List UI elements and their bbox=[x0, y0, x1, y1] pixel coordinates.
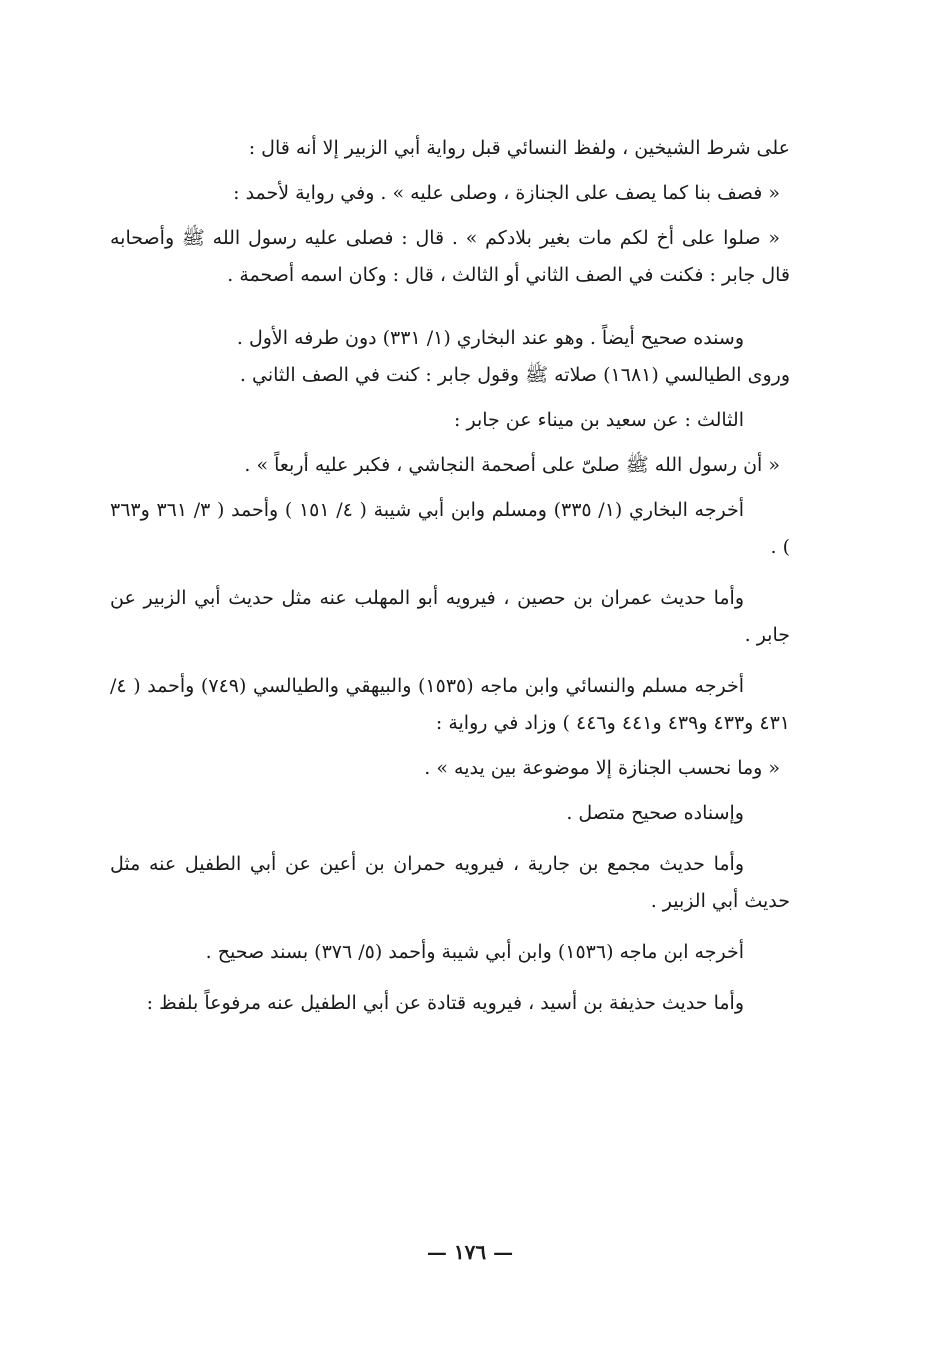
paragraph: « فصف بنا كما يصف على الجنازة ، وصلى عليه » . وفي رواية لأحمد : bbox=[233, 182, 780, 204]
paragraph: وأما حديث حذيفة بن أسيد ، فيرويه قتادة عن أبي الطفيل عنه مرفوعاً بلفظ : bbox=[146, 992, 744, 1014]
paragraph: أخرجه مسلم والنسائي وابن ماجه (١٥٣٥) والبيهقي والطيالسي (٧٤٩) وأحمد ( ٤/ ٤٣١ و٤٣٣ و٤٣٩ و٤٤١ و٤٤٦ ) وزاد في رواية : bbox=[110, 675, 790, 734]
paragraph: « صلوا على أخ لكم مات بغير بلادكم » . قال : فصلى عليه رسول الله ﷺ وأصحابه قال جابر : فكنت في الصف الثاني أو الثالث ، قال : وكان اسمه أصحمة . bbox=[110, 227, 790, 286]
paragraph: وسنده صحيح أيضاً . وهو عند البخاري (١/ ٣٣١) دون طرفه الأول . bbox=[236, 327, 744, 349]
paragraph: وأما حديث عمران بن حصين ، فيرويه أبو المهلب عنه مثل حديث أبي الزبير عن جابر . bbox=[110, 587, 790, 646]
paragraph: « أن رسول الله ﷺ صلىّ على أصحمة النجاشي ، فكبر عليه أربعاً » . bbox=[244, 454, 780, 476]
paragraph: الثالث : عن سعيد بن ميناء عن جابر : bbox=[454, 409, 744, 431]
paragraph: وروى الطيالسي (١٦٨١) صلاته ﷺ وقول جابر : كنت في الصف الثاني . bbox=[239, 364, 790, 386]
paragraph: وإسناده صحيح متصل . bbox=[566, 802, 744, 824]
paragraph: أخرجه ابن ماجه (١٥٣٦) وابن أبي شيبة وأحمد (٥/ ٣٧٦) بسند صحيح . bbox=[205, 941, 744, 963]
body-text bbox=[110, 130, 790, 1022]
page-number: — ١٧٦ — bbox=[426, 1240, 514, 1264]
paragraph: « وما نحسب الجنازة إلا موضوعة بين يديه » . bbox=[424, 757, 780, 779]
paragraph: وأما حديث مجمع بن جارية ، فيرويه حمران بن أعين عن أبي الطفيل عنه مثل حديث أبي الزبير . bbox=[110, 853, 790, 912]
paragraph: أخرجه البخاري (١/ ٣٣٥) ومسلم وابن أبي شيبة ( ٤/ ١٥١ ) وأحمد ( ٣/ ٣٦١ و٣٦٣ ) . bbox=[110, 499, 790, 558]
paragraph: على شرط الشيخين ، ولفظ النسائي قبل رواية أبي الزبير إلا أنه قال : bbox=[248, 137, 790, 159]
